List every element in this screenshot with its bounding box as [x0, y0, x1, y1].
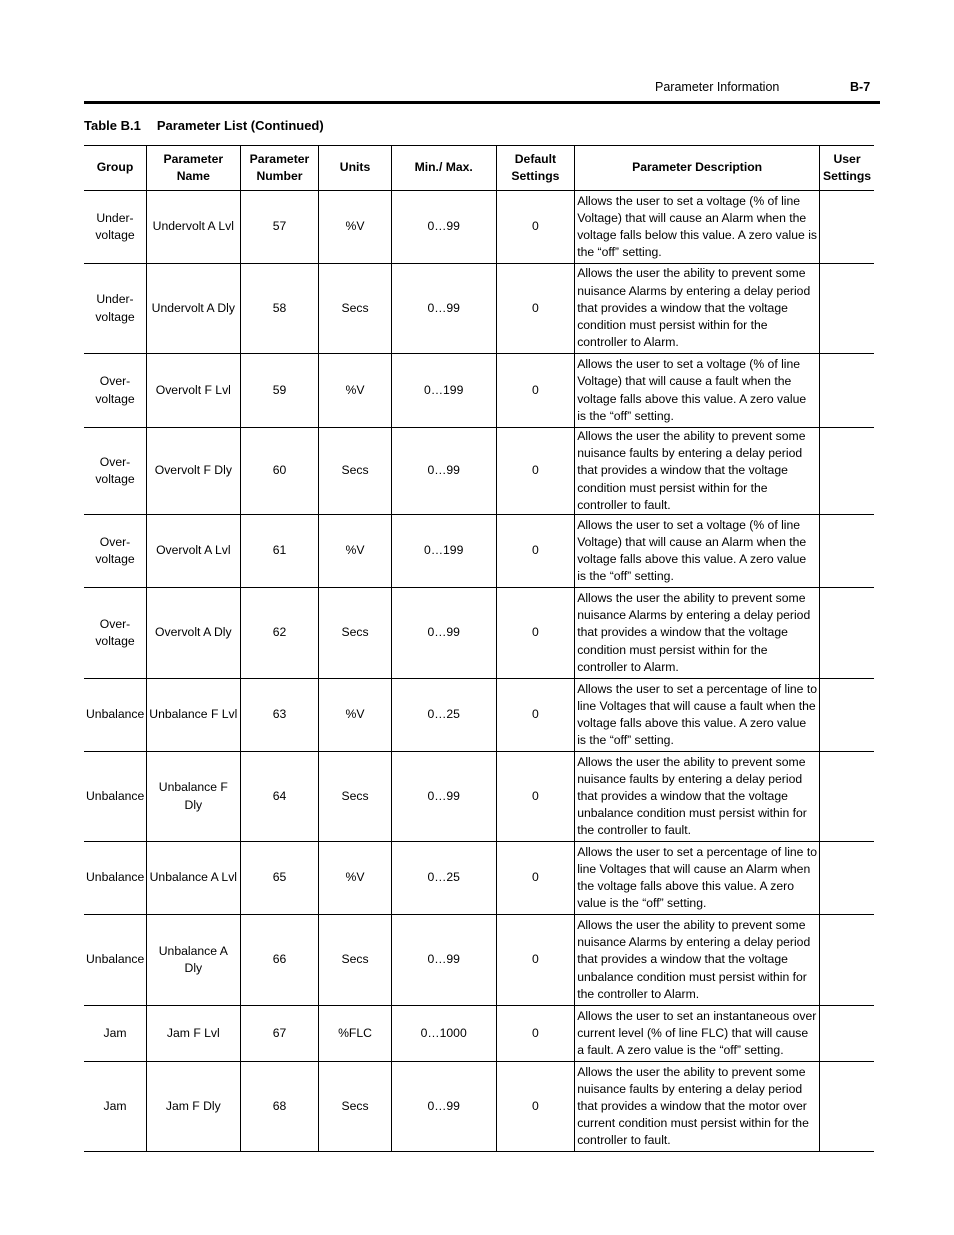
- cell-minmax: 0…199: [391, 354, 496, 428]
- cell-minmax: 0…1000: [391, 1006, 496, 1062]
- cell-group: Under-voltage: [84, 191, 146, 264]
- table-row: [84, 752, 874, 842]
- cell-units: Secs: [319, 428, 392, 515]
- table-row: [84, 515, 874, 588]
- cell-minmax: 0…99: [391, 428, 496, 515]
- cell-name: Overvolt A Dly: [146, 588, 240, 679]
- cell-description: Allows the user to set a voltage (% of line Voltage) that will cause an Alarm when the voltage falls above this value. A zero value is the “off” setting.: [575, 515, 820, 588]
- cell-minmax: 0…25: [391, 679, 496, 752]
- page-number: B-7: [850, 80, 871, 94]
- cell-description: Allows the user the ability to prevent some nuisance faults by entering a delay period that provides a window that the motor over current condition must persist within for the controller to fault.: [575, 1062, 820, 1152]
- cell-default: 0: [496, 588, 575, 679]
- cell-number: 65: [240, 842, 319, 915]
- table-title: Parameter List (Continued): [156, 118, 324, 133]
- cell-group: Over-voltage: [84, 588, 146, 679]
- cell-minmax: 0…99: [391, 1062, 496, 1152]
- cell-name: Overvolt A Lvl: [146, 515, 240, 588]
- cell-number: 57: [240, 191, 319, 264]
- cell-name: Unbalance F Dly: [146, 752, 240, 842]
- cell-number: 62: [240, 588, 319, 679]
- cell-user: [820, 191, 874, 264]
- cell-units: %V: [319, 515, 392, 588]
- header-rule: [84, 101, 880, 104]
- cell-number: 67: [240, 1006, 319, 1062]
- cell-units: Secs: [319, 915, 392, 1006]
- cell-user: [820, 679, 874, 752]
- cell-description: Allows the user to set a voltage (% of line Voltage) that will cause a fault when the voltage falls above this value. A zero value is the “off” setting.: [575, 354, 820, 428]
- cell-default: 0: [496, 354, 575, 428]
- cell-user: [820, 1062, 874, 1152]
- cell-minmax: 0…99: [391, 915, 496, 1006]
- cell-group: Unbalance: [84, 752, 146, 842]
- header-row: [84, 146, 874, 191]
- cell-number: 64: [240, 752, 319, 842]
- col-header-units: Units: [319, 146, 392, 191]
- col-header-minmax: Min./ Max.: [391, 146, 496, 191]
- col-header-group: Group: [84, 146, 146, 191]
- cell-group: Over-voltage: [84, 354, 146, 428]
- cell-units: %V: [319, 191, 392, 264]
- cell-user: [820, 752, 874, 842]
- cell-description: Allows the user to set a percentage of line to line Voltages that will cause a fault when the voltage falls above this value. A zero value is the “off” setting.: [575, 679, 820, 752]
- cell-default: 0: [496, 428, 575, 515]
- cell-group: Over-voltage: [84, 515, 146, 588]
- table-row: [84, 588, 874, 679]
- cell-default: 0: [496, 264, 575, 354]
- col-header-name: Parameter Name: [146, 146, 240, 191]
- cell-description: Allows the user the ability to prevent some nuisance Alarms by entering a delay period that provides a window that the voltage unbalance condition must persist within for the controller to Alarm.: [575, 915, 820, 1006]
- cell-units: %FLC: [319, 1006, 392, 1062]
- table-caption: [84, 118, 324, 133]
- cell-user: [820, 515, 874, 588]
- cell-units: %V: [319, 842, 392, 915]
- cell-description: Allows the user the ability to prevent some nuisance Alarms by entering a delay period that provides a window that the voltage condition must persist within for the controller to Alarm.: [575, 588, 820, 679]
- cell-default: 0: [496, 679, 575, 752]
- cell-group: Unbalance: [84, 842, 146, 915]
- cell-units: Secs: [319, 264, 392, 354]
- cell-name: Overvolt F Dly: [146, 428, 240, 515]
- cell-user: [820, 842, 874, 915]
- cell-user: [820, 1006, 874, 1062]
- cell-group: Over-voltage: [84, 428, 146, 515]
- cell-minmax: 0…99: [391, 588, 496, 679]
- cell-group: Under-voltage: [84, 264, 146, 354]
- cell-number: 61: [240, 515, 319, 588]
- cell-group: Jam: [84, 1006, 146, 1062]
- cell-units: Secs: [319, 752, 392, 842]
- table-row: [84, 354, 874, 428]
- cell-name: Unbalance A Dly: [146, 915, 240, 1006]
- cell-description: Allows the user to set a voltage (% of line Voltage) that will cause an Alarm when the voltage falls below this value. A zero value is the “off” setting.: [575, 191, 820, 264]
- cell-minmax: 0…99: [391, 752, 496, 842]
- cell-number: 60: [240, 428, 319, 515]
- cell-group: Unbalance: [84, 679, 146, 752]
- cell-default: 0: [496, 915, 575, 1006]
- cell-number: 68: [240, 1062, 319, 1152]
- cell-minmax: 0…99: [391, 264, 496, 354]
- cell-default: 0: [496, 752, 575, 842]
- cell-units: %V: [319, 679, 392, 752]
- cell-default: 0: [496, 1006, 575, 1062]
- cell-user: [820, 915, 874, 1006]
- cell-number: 66: [240, 915, 319, 1006]
- cell-number: 58: [240, 264, 319, 354]
- cell-description: Allows the user to set a percentage of line to line Voltages that will cause an Alarm when the voltage falls above this value. A zero value is the “off” setting.: [575, 842, 820, 915]
- table-row: [84, 1062, 874, 1152]
- cell-default: 0: [496, 515, 575, 588]
- running-header-section: Parameter Information: [655, 80, 780, 94]
- cell-name: Undervolt A Dly: [146, 264, 240, 354]
- table-header: [84, 146, 874, 191]
- cell-number: 59: [240, 354, 319, 428]
- table-row: [84, 428, 874, 515]
- cell-units: Secs: [319, 1062, 392, 1152]
- cell-name: Jam F Lvl: [146, 1006, 240, 1062]
- cell-user: [820, 354, 874, 428]
- cell-user: [820, 428, 874, 515]
- cell-user: [820, 588, 874, 679]
- cell-units: %V: [319, 354, 392, 428]
- cell-name: Jam F Dly: [146, 1062, 240, 1152]
- cell-group: Unbalance: [84, 915, 146, 1006]
- cell-units: Secs: [319, 588, 392, 679]
- cell-group: Jam: [84, 1062, 146, 1152]
- table-row: [84, 679, 874, 752]
- cell-name: Unbalance A Lvl: [146, 842, 240, 915]
- cell-description: Allows the user the ability to prevent some nuisance faults by entering a delay period that provides a window that the voltage condition must persist within for the controller to fault.: [575, 428, 820, 515]
- cell-default: 0: [496, 1062, 575, 1152]
- cell-minmax: 0…99: [391, 191, 496, 264]
- cell-user: [820, 264, 874, 354]
- col-header-number: Parameter Number: [240, 146, 319, 191]
- cell-minmax: 0…199: [391, 515, 496, 588]
- cell-description: Allows the user the ability to prevent some nuisance faults by entering a delay period that provides a window that the voltage unbalance condition must persist within for the controller to fault.: [575, 752, 820, 842]
- table-row: [84, 842, 874, 915]
- cell-default: 0: [496, 842, 575, 915]
- table-row: [84, 191, 874, 264]
- table-row: [84, 1006, 874, 1062]
- parameter-table: [84, 145, 874, 1152]
- cell-name: Unbalance F Lvl: [146, 679, 240, 752]
- table-label: Table B.1: [84, 118, 141, 133]
- cell-minmax: 0…25: [391, 842, 496, 915]
- table-body: [84, 191, 874, 1152]
- cell-name: Overvolt F Lvl: [146, 354, 240, 428]
- table-row: [84, 915, 874, 1006]
- cell-number: 63: [240, 679, 319, 752]
- col-header-description: Parameter Description: [575, 146, 820, 191]
- cell-default: 0: [496, 191, 575, 264]
- cell-description: Allows the user the ability to prevent some nuisance Alarms by entering a delay period that provides a window that the voltage condition must persist within for the controller to Alarm.: [575, 264, 820, 354]
- table-row: [84, 264, 874, 354]
- cell-description: Allows the user to set an instantaneous over current level (% of line FLC) that will cause a fault. A zero value is the “off” setting.: [575, 1006, 820, 1062]
- cell-name: Undervolt A Lvl: [146, 191, 240, 264]
- col-header-default: Default Settings: [496, 146, 575, 191]
- col-header-user: User Settings: [820, 146, 874, 191]
